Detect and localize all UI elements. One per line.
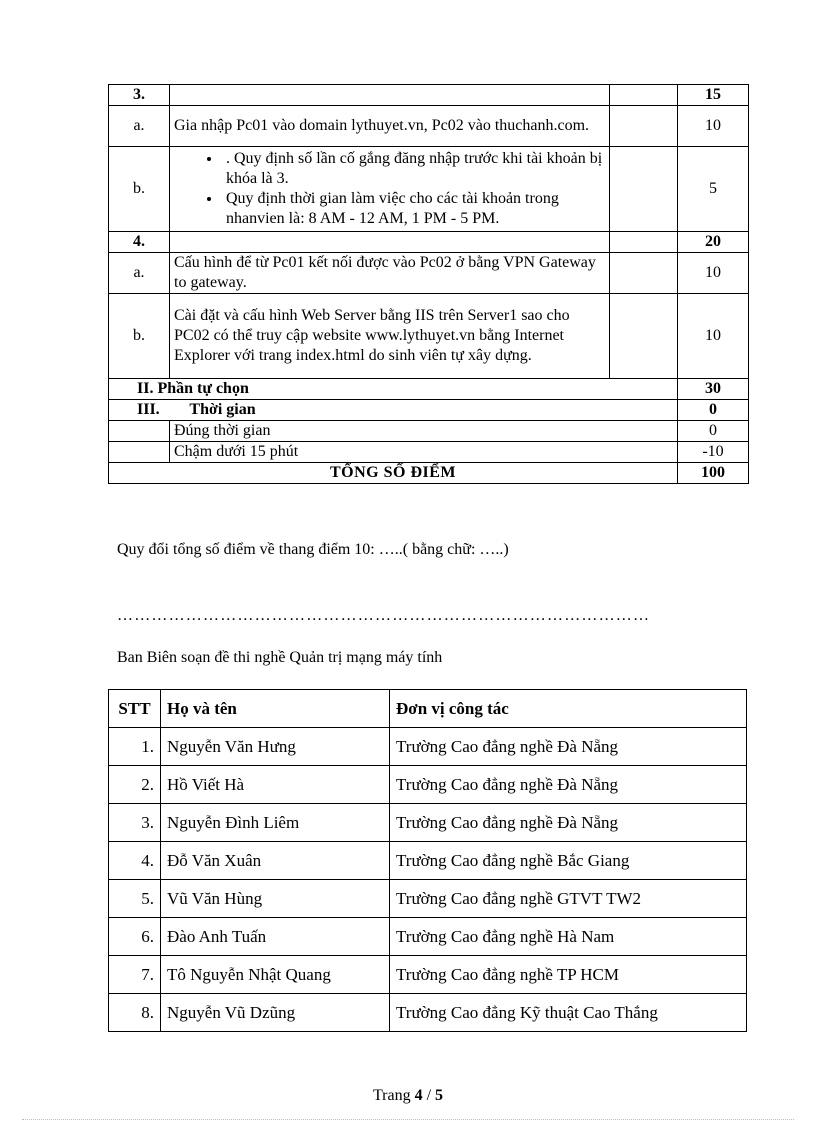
page-footer: [0, 1087, 816, 1105]
row-points: 20: [678, 232, 749, 253]
staff-unit: Trường Cao đẳng nghề Đà Nẵng: [390, 766, 747, 804]
total-label: TỔNG SỐ ĐIỂM: [109, 463, 678, 484]
part3-points: 0: [678, 400, 749, 421]
staff-unit: Trường Cao đẳng nghề GTVT TW2: [390, 880, 747, 918]
row-id: b.: [109, 147, 170, 232]
committee-title: Ban Biên soạn đề thi nghề Quản trị mạng máy tính: [117, 649, 443, 666]
table-row: [109, 918, 747, 956]
row-col3: [610, 147, 678, 232]
staff-header-row: [109, 690, 747, 728]
staff-stt: 3.: [109, 804, 161, 842]
score-row-3a: [109, 106, 749, 147]
row-task: [170, 85, 610, 106]
row-task: Cấu hình để từ Pc01 kết nối được vào Pc02 ở bằng VPN Gateway to gateway.: [170, 253, 610, 294]
table-row: [109, 956, 747, 994]
score-row-3b: [109, 147, 749, 232]
staff-stt: 2.: [109, 766, 161, 804]
footer-divider: [22, 1119, 794, 1120]
time-points: -10: [678, 442, 749, 463]
table-row: [109, 842, 747, 880]
total-pages: 5: [435, 1087, 444, 1104]
row-points: 15: [678, 85, 749, 106]
staff-unit: Trường Cao đẳng nghề Hà Nam: [390, 918, 747, 956]
row-points: 10: [678, 106, 749, 147]
staff-name: Đào Anh Tuấn: [161, 918, 390, 956]
page-label: Trang: [372, 1087, 411, 1104]
staff-unit: Trường Cao đẳng nghề Đà Nẵng: [390, 728, 747, 766]
table-row: [109, 880, 747, 918]
row-id: 3.: [109, 85, 170, 106]
time-row: [109, 421, 749, 442]
row-task: Gia nhập Pc01 vào domain lythuyet.vn, Pc02 vào thuchanh.com.: [170, 106, 610, 147]
table-row: [109, 728, 747, 766]
staff-name: Nguyễn Văn Hưng: [161, 728, 390, 766]
row-col3: [610, 232, 678, 253]
staff-stt: 5.: [109, 880, 161, 918]
header-name: Họ và tên: [161, 690, 390, 728]
score-row-3: [109, 85, 749, 106]
row-id: a.: [109, 253, 170, 294]
score-table: [108, 84, 749, 484]
row-task: Cài đặt và cấu hình Web Server bằng IIS trên Server1 sao cho PC02 có thể truy cập website www.lythuyet.vn bằng Internet Explorer với trang index.html do sinh viên tự xây dựng.: [170, 294, 610, 379]
score-row-4a: [109, 253, 749, 294]
table-row: [109, 766, 747, 804]
staff-unit: Trường Cao đẳng nghề Bắc Giang: [390, 842, 747, 880]
header-unit: Đơn vị công tác: [390, 690, 747, 728]
staff-unit: Trường Cao đẳng nghề Đà Nẵng: [390, 804, 747, 842]
score-row-4: [109, 232, 749, 253]
staff-stt: 7.: [109, 956, 161, 994]
header-stt: STT: [109, 690, 161, 728]
total-row: [109, 463, 749, 484]
row-task-bullets: [170, 147, 610, 232]
time-label: Đúng thời gian: [170, 421, 678, 442]
part3-label: Thời gian: [189, 401, 256, 418]
part3-roman: III.: [137, 401, 160, 418]
staff-table: [108, 689, 747, 1032]
row-points: 10: [678, 294, 749, 379]
row-id: 4.: [109, 232, 170, 253]
row-id: b.: [109, 294, 170, 379]
row-col3: [610, 294, 678, 379]
time-row: [109, 442, 749, 463]
staff-stt: 1.: [109, 728, 161, 766]
bullet-list: [174, 149, 605, 229]
staff-unit: Trường Cao đẳng nghề TP HCM: [390, 956, 747, 994]
empty-cell: [109, 421, 170, 442]
staff-name: Nguyễn Vũ Dzũng: [161, 994, 390, 1032]
time-points: 0: [678, 421, 749, 442]
page-separator: /: [426, 1087, 432, 1104]
staff-unit: Trường Cao đẳng Kỹ thuật Cao Thắng: [390, 994, 747, 1032]
table-row: [109, 804, 747, 842]
row-col3: [610, 85, 678, 106]
staff-name: Nguyễn Đình Liêm: [161, 804, 390, 842]
row-points: 10: [678, 253, 749, 294]
row-task: [170, 232, 610, 253]
conversion-text: Quy đổi tổng số điểm về thang điểm 10: …..( bằng chữ: …..): [117, 541, 509, 558]
score-row-4b: [109, 294, 749, 379]
row-points: 5: [678, 147, 749, 232]
staff-name: Đỗ Văn Xuân: [161, 842, 390, 880]
part2-points: 30: [678, 379, 749, 400]
part2-label: II. Phần tự chọn: [109, 379, 678, 400]
staff-name: Tô Nguyễn Nhật Quang: [161, 956, 390, 994]
current-page: 4: [414, 1087, 423, 1104]
staff-name: Vũ Văn Hùng: [161, 880, 390, 918]
total-points: 100: [678, 463, 749, 484]
row-col3: [610, 106, 678, 147]
score-row-part2: [109, 379, 749, 400]
staff-stt: 8.: [109, 994, 161, 1032]
empty-cell: [109, 442, 170, 463]
staff-name: Hồ Viết Hà: [161, 766, 390, 804]
staff-stt: 4.: [109, 842, 161, 880]
dotted-line: …………………………………………………………………………………: [117, 607, 651, 624]
part3-cell: [109, 400, 678, 421]
row-id: a.: [109, 106, 170, 147]
time-label: Chậm dưới 15 phút: [170, 442, 678, 463]
bullet-item: • Quy định thời gian làm việc cho các tài khoản trong nhanvien là: 8 AM - 12 AM, 1 PM - 5 PM.: [222, 189, 605, 229]
table-row: [109, 994, 747, 1032]
staff-stt: 6.: [109, 918, 161, 956]
row-col3: [610, 253, 678, 294]
bullet-item: • . Quy định số lần cố gắng đăng nhập trước khi tài khoản bị khóa là 3.: [222, 149, 605, 189]
score-row-part3: [109, 400, 749, 421]
